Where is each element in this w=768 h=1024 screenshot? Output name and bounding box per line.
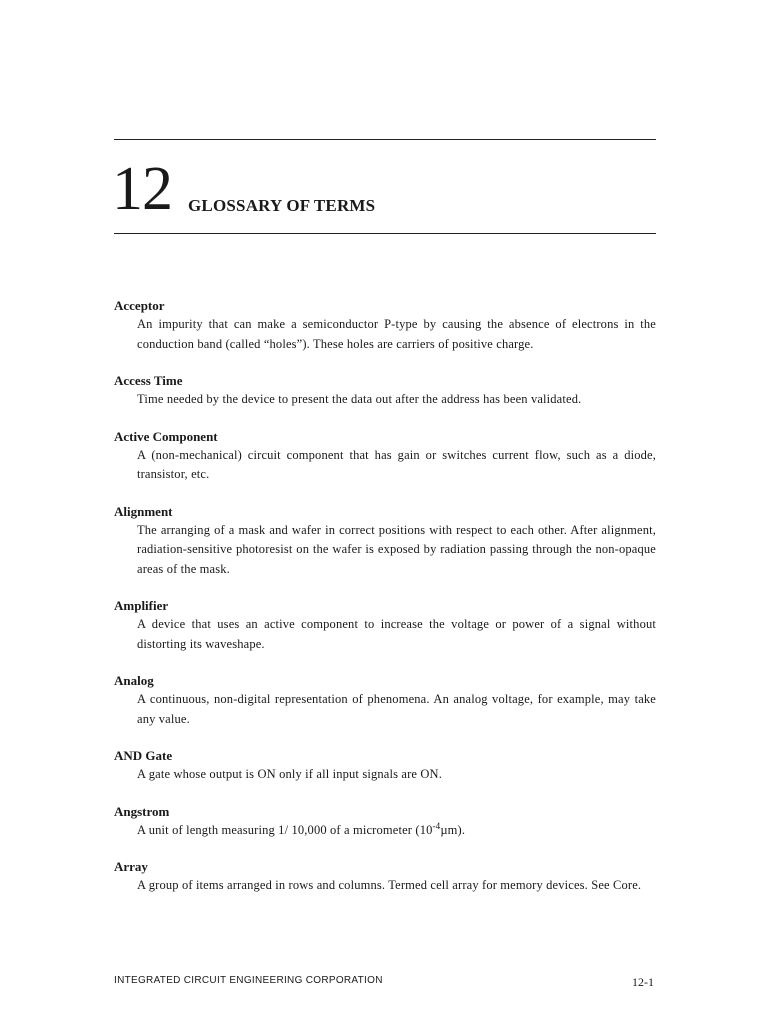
term-alignment: Alignment	[114, 503, 173, 519]
chapter-title: GLOSSARY OF TERMS	[188, 196, 376, 215]
glossary-list	[114, 296, 656, 913]
page-number: 12-1	[632, 975, 654, 989]
term-and-gate: AND Gate	[114, 748, 173, 763]
top-rule	[114, 139, 656, 140]
glossary-entry	[114, 502, 656, 580]
exponent: -4	[432, 820, 441, 831]
term-active-component: Active Component	[114, 428, 218, 444]
term-acceptor: Acceptor	[114, 298, 165, 313]
glossary-entry	[114, 802, 656, 841]
bottom-rule	[114, 233, 656, 234]
definition-angstrom-unit: µm).	[440, 822, 466, 837]
glossary-entry	[114, 746, 656, 785]
chapter-number: 12	[112, 155, 172, 223]
definition-alignment: The arranging of a mask and wafer in correct positions with respect to each other. After alignment, radiation-sensitive photoresist on the wafer is exposed by radiation passing through the non-opaque areas of the mask.	[137, 522, 656, 576]
term-angstrom: Angstrom	[114, 803, 170, 819]
term-array: Array	[114, 859, 148, 874]
glossary-entry	[114, 596, 656, 654]
definition-access-time: Time needed by the device to present the data out after the address has been validated.	[137, 392, 582, 406]
glossary-entry	[114, 857, 656, 896]
term-amplifier: Amplifier	[114, 598, 169, 613]
definition-amplifier: A device that uses an active component to increase the voltage or power of a signal without distorting its waveshape.	[137, 617, 656, 651]
definition-angstrom	[137, 821, 656, 841]
definition-and-gate: A gate whose output is ON only if all input signals are ON.	[137, 767, 442, 781]
glossary-entry	[114, 671, 656, 729]
glossary-entry	[114, 296, 656, 354]
definition-acceptor: An impurity that can make a semiconductor P-type by causing the absence of electrons in the conduction band (called “holes”). These holes are carriers of positive charge.	[137, 317, 656, 351]
term-access-time: Access Time	[114, 373, 183, 388]
definition-active-component: A (non-mechanical) circuit component that has gain or switches current flow, such as a diode, transistor, etc.	[137, 447, 656, 481]
definition-array: A group of items arranged in rows and columns. Termed cell array for memory devices. See Core.	[137, 878, 642, 892]
term-analog: Analog	[114, 673, 154, 688]
definition-analog: A continuous, non-digital representation of phenomena. An analog voltage, for example, may take any value.	[137, 692, 656, 726]
glossary-entry	[114, 427, 656, 485]
definition-angstrom-text: A unit of length measuring 1/ 10,000 of a micrometer (10	[137, 822, 433, 837]
glossary-entry	[114, 371, 656, 410]
footer-company: INTEGRATED CIRCUIT ENGINEERING CORPORATION	[114, 975, 383, 986]
